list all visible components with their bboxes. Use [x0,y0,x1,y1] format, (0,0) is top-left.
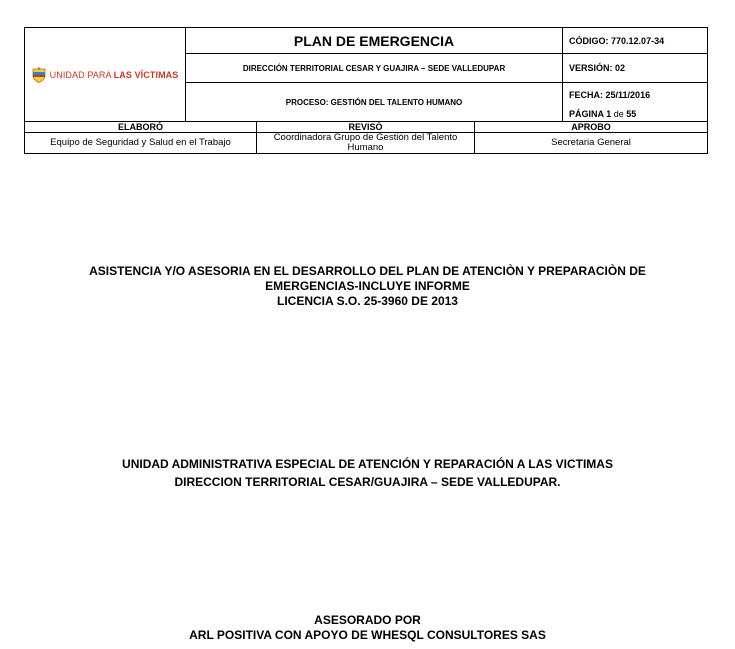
document-date: FECHA: 25/11/2016 [569,90,651,100]
document-code: CÓDIGO: 770.12.07-34 [563,28,708,54]
document-title: PLAN DE EMERGENCIA [186,28,563,54]
advisor-block [0,613,735,643]
cover-title-line: ASISTENCIA Y/O ASESORIA EN EL DESARROLLO DEL PLAN DE ATENCIÒN Y PREPARACIÒN DE [89,264,646,278]
advisor-line: ASESORADO POR [314,613,421,627]
agency-logo [25,67,185,83]
document-subtitle: DIRECCIÓN TERRITORIAL CESAR Y GUAJIRA – SEDE VALLEDUPAR [186,54,563,83]
cover-title-line: EMERGENCIAS-INCLUYE INFORME [265,279,470,293]
organization-block [0,455,735,491]
aprobo-header: APROBO [475,122,708,133]
cover-title [0,264,735,309]
advisor-line: ARL POSITIVA CON APOYO DE WHESQL CONSULTORES SAS [189,628,546,642]
date-page-cell [563,83,708,122]
reviso-header: REVISÓ [257,122,475,133]
page-of: de [613,109,624,119]
organization-line: DIRECCION TERRITORIAL CESAR/GUAJIRA – SEDE VALLEDUPAR. [174,475,561,489]
logo-cell [25,28,186,122]
organization-line: UNIDAD ADMINISTRATIVA ESPECIAL DE ATENCIÓN Y REPARACIÓN A LAS VICTIMAS [122,457,613,471]
elaboro-header: ELABORÓ [25,122,257,133]
reviso-value: Coordinadora Grupo de Gestión del Talento Humano [257,133,475,154]
page-indicator [563,107,707,121]
logo-wordmark: UNIDAD PARA LAS VÍCTIMAS [49,69,179,80]
page-total: 55 [626,109,637,119]
aprobo-value: Secretaria General [475,133,708,154]
document-version: VERSIÓN: 02 [563,54,708,83]
page-label: PÁGINA [569,109,604,119]
cover-title-line: LICENCIA S.O. 25-3960 DE 2013 [277,294,458,308]
elaboro-value: Equipo de Seguridad y Salud en el Trabajo [25,133,257,154]
document-process: PROCESO: GESTIÓN DEL TALENTO HUMANO [186,83,563,122]
coat-of-arms-icon [32,67,46,83]
page-number: 1 [606,109,612,119]
document-header-table [24,27,708,154]
